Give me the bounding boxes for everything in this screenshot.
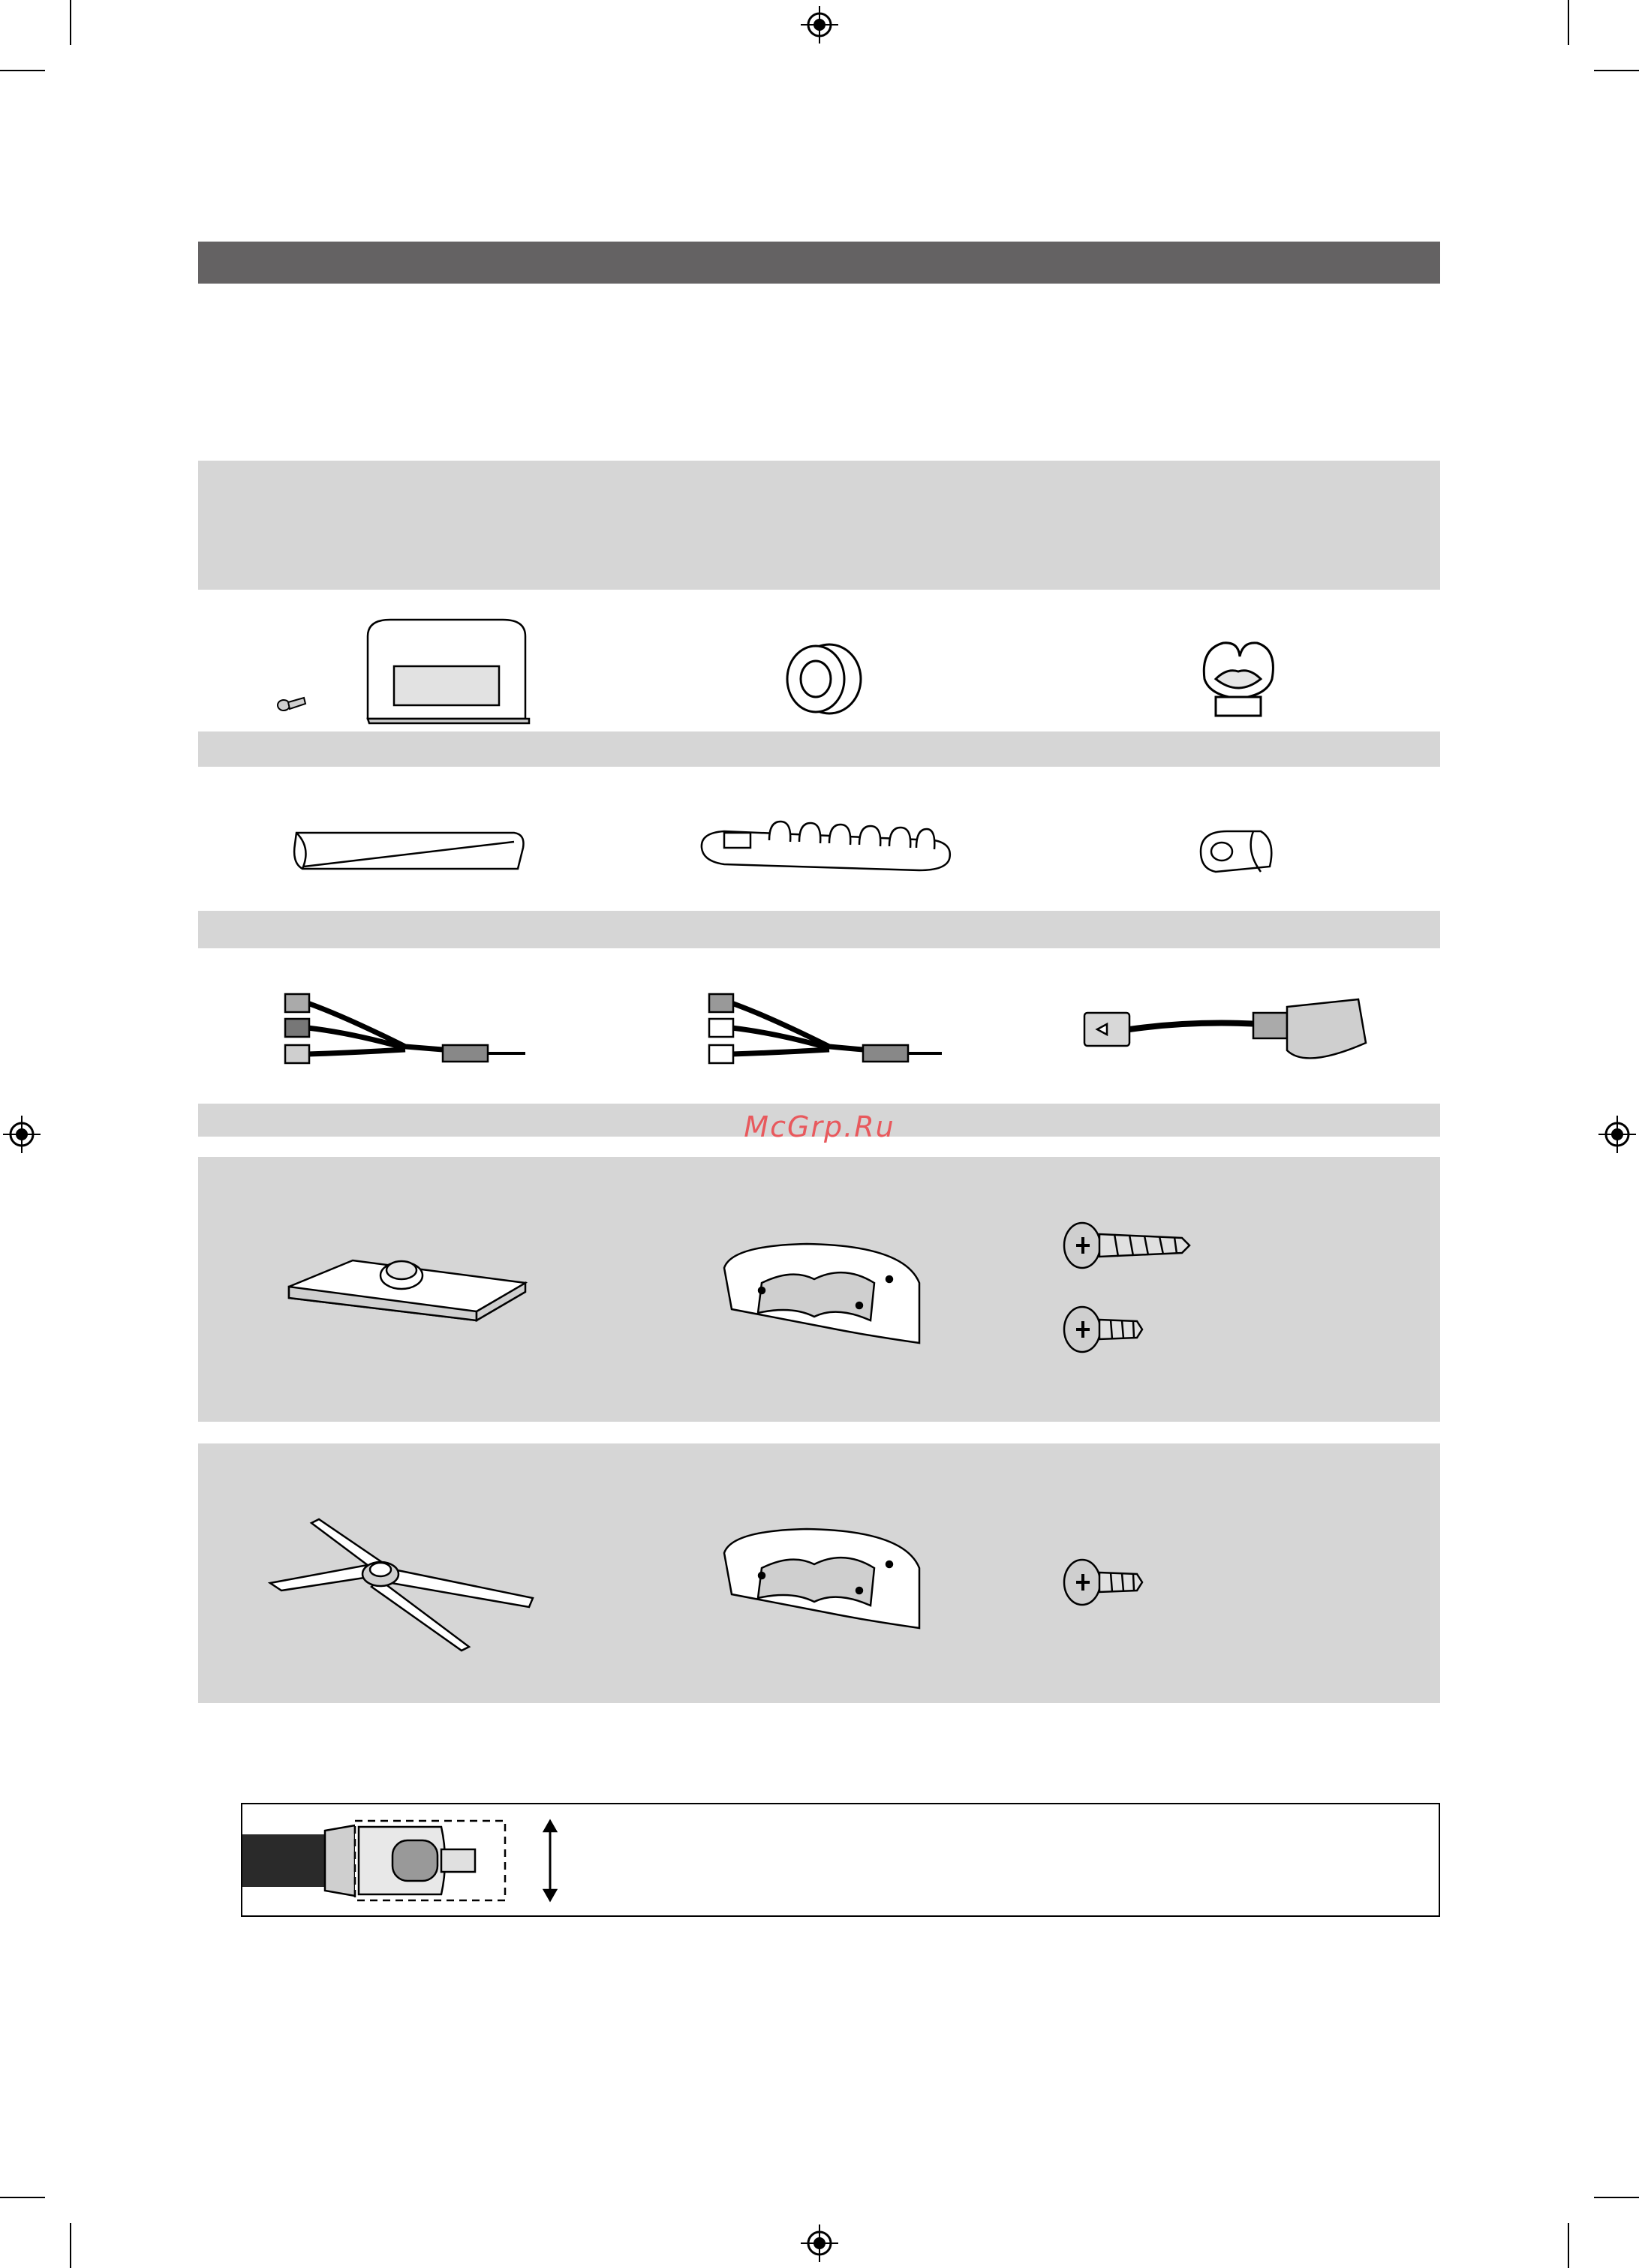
swivel-stand-icon (266, 1516, 544, 1658)
separator-band (198, 731, 1440, 767)
separator-band (198, 911, 1440, 948)
scart-adapter-icon (1081, 990, 1373, 1073)
av-cable-icon (278, 987, 533, 1073)
component-cable-icon (702, 987, 949, 1073)
stand-base-icon (281, 1245, 537, 1335)
hdmi-connector-icon (242, 1812, 573, 1909)
hdmi-note-box (241, 1803, 1440, 1917)
wire-clip-icon (1193, 634, 1283, 720)
guide-stand-icon (717, 1238, 927, 1350)
cover-bottom-icon (289, 825, 529, 878)
registration-mark-icon (801, 2224, 838, 2262)
info-panel (198, 461, 1440, 590)
watermark: McGrp.Ru (744, 1110, 895, 1143)
guide-stand-icon (717, 1523, 927, 1636)
screw-short-icon (1058, 1556, 1148, 1609)
section-header-bar (198, 242, 1440, 284)
cable-clamp-icon (1186, 825, 1283, 878)
screw-long-icon (1058, 1219, 1197, 1272)
screw-short-icon (1058, 1303, 1148, 1356)
cable-holder-icon (694, 818, 957, 878)
registration-mark-icon (801, 6, 838, 44)
holder-wire-with-screw-icon (270, 614, 533, 726)
ring-core-icon (777, 638, 867, 720)
